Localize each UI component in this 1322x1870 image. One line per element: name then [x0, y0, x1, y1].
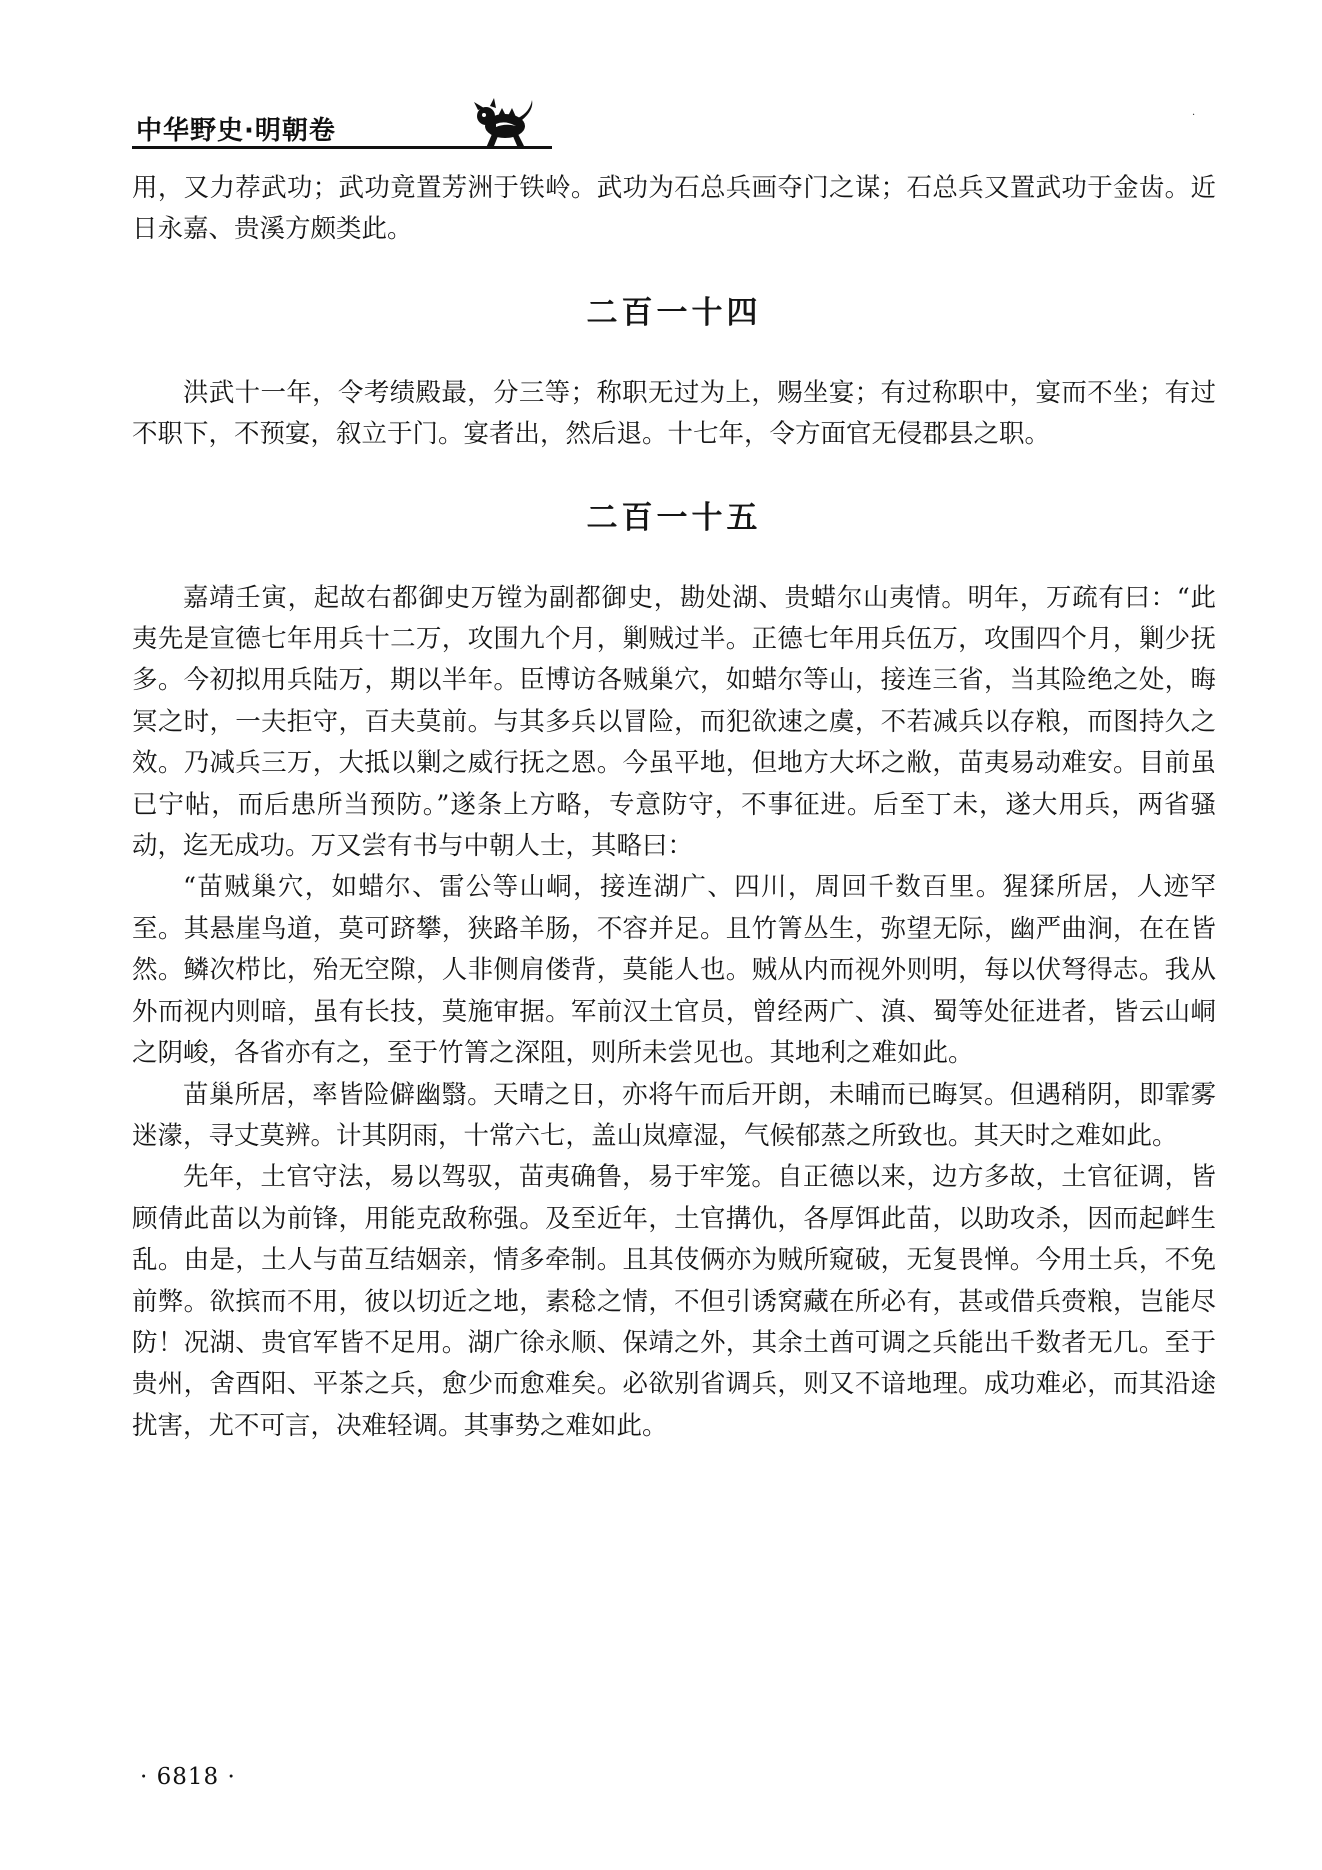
header-rule — [132, 146, 552, 149]
book-title: 中华野史·明朝卷 — [136, 116, 336, 146]
page-header — [132, 98, 1212, 158]
paragraph-215-letter-terrain: “苗贼巢穴，如蜡尔、雷公等山峒，接连湖广、四川，周回千数百里。猩猱所居，人迹罕至。其悬崖鸟道，莫可跻攀，狭路羊肠，不容并足。且竹箐丛生，弥望无际，幽严曲涧，在在皆然。鳞次栉比，殆无空隙，人非侧肩偻背，莫能人也。贼从内而视外则明，每以伏弩得志。我从外而视内则暗，虽有长技，莫施审据。军前汉土官员，曾经两广、滇、蜀等处征进者，皆云山峒之阴峻，各省亦有之，至于竹箐之深阻，则所未尝见也。其地利之难如此。 — [132, 872, 1216, 1069]
dragon-emblem-icon — [472, 96, 538, 152]
paragraph-215-memorial: 嘉靖壬寅，起故右都御史万镗为副都御史，勘处湖、贵蜡尔山夷情。明年，万疏有曰：“此夷先是宣德七年用兵十二万，攻围九个月，剿贼过半。正德七年用兵伍万，攻围四个月，剿少抚多。今初拟用兵陆万，期以半年。臣博访各贼巢穴，如蜡尔等山，接连三省，当其险绝之处，晦冥之时，一夫拒守，百夫莫前。与其多兵以冒险，而犯欲速之虞，不若减兵以存粮，而图持久之效。乃减兵三万，大抵以剿之威行抚之恩。今虽平地，但地方大坏之敝，苗夷易动难安。目前虽已宁帖，而后患所当预防。”遂条上方略，专意防守，不事征进。后至丁未，遂大用兵，两省骚动，迄无成功。万又尝有书与中朝人士，其略曰： — [132, 582, 1216, 862]
paragraph-215-letter-weather: 苗巢所居，率皆险僻幽翳。天晴之日，亦将午而后开朗，未晡而已晦冥。但遇稍阴，即霏雾迷濛，寻丈莫辨。计其阴雨，十常六七，盖山岚瘴湿，气候郁蒸之所致也。其天时之难如此。 — [132, 1079, 1216, 1151]
section-heading-214: 二百一十四 — [586, 294, 762, 331]
header-mark: · — [1192, 110, 1196, 121]
paragraph-215-letter-situation: 先年，土官守法，易以驾驭，苗夷确鲁，易于牢笼。自正德以来，边方多故，土官征调，皆顾倩此苗以为前锋，用能克敌称强。及至近年，土官搆仇，各厚饵此苗，以助攻杀，因而起衅生乱。由是，土人与苗互结姻亲，情多牵制。且其伎俩亦为贼所窥破，无复畏惮。今用土兵，不免前弊。欲摈而不用，彼以切近之地，素稔之情，不但引诱窝藏在所必有，甚或借兵赍粮，岂能尽防！况湖、贵官军皆不足用。湖广徐永顺、保靖之外，其余土酋可调之兵能出千数者无几。至于贵州，舍酉阳、平茶之兵，愈少而愈难矣。必欲别省调兵，则又不谙地理。成功难必，而其沿途扰害，尤不可言，决难轻调。其事势之难如此。 — [132, 1162, 1216, 1441]
section-heading-215: 二百一十五 — [586, 499, 762, 536]
page-number: · 6818 · — [140, 1764, 236, 1790]
page-body — [132, 168, 1216, 1447]
paragraph-continued: 用，又力荐武功；武功竟置芳洲于铁岭。武功为石总兵画夺门之谋；石总兵又置武功于金齿。近日永嘉、贵溪方颇类此。 — [132, 173, 1216, 245]
paragraph-214: 洪武十一年，令考绩殿最，分三等；称职无过为上，赐坐宴；有过称职中，宴而不坐；有过不职下，不预宴，叙立于门。宴者出，然后退。十七年，令方面官无侵郡县之职。 — [132, 377, 1216, 450]
